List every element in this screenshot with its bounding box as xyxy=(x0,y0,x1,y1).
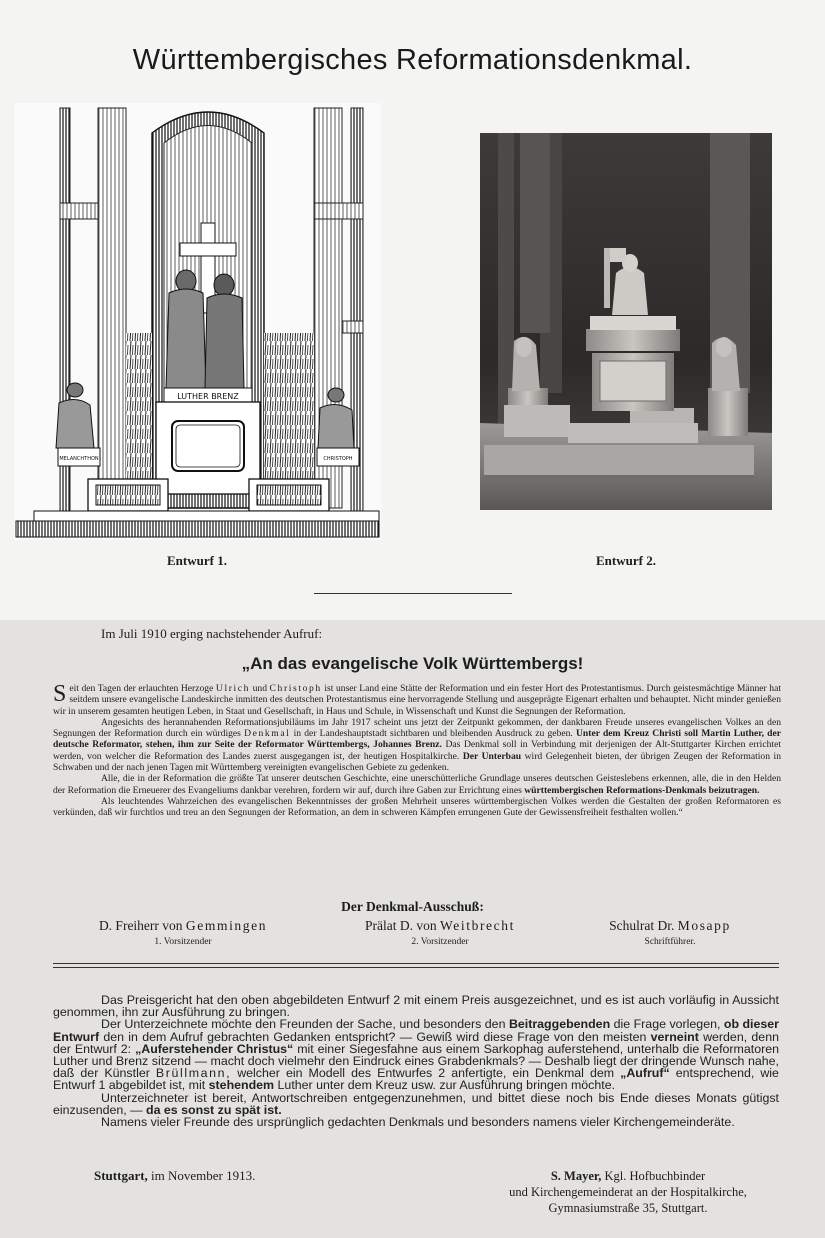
notice-text-segment: welcher ein Modell des Entwurfes 2 anfertigte, ein Denkmal dem xyxy=(237,1066,615,1081)
luther-brenz-label: LUTHER BRENZ xyxy=(177,392,239,401)
notice-text-segment: entsprechend, wie Entwurf 1 abgebildet ist, mit xyxy=(53,1066,779,1093)
sender-block xyxy=(478,1168,778,1216)
sender-line-3: Gymnasiumstraße 35, Stuttgart. xyxy=(548,1201,708,1215)
signatory-surname: Gemmingen xyxy=(185,918,268,933)
signatory-surname: Weitbrecht xyxy=(440,918,515,933)
signatory-role: Schriftführer. xyxy=(644,937,696,947)
notice-text-segment: den in dem Aufruf gebrachten Gedanken entspricht? — Gewiß wird diese Frage von den meisten xyxy=(103,1029,647,1044)
design-2-photograph xyxy=(480,133,772,510)
appeal-bold-segment: württembergischen Reformations-Denkmals beizutragen. xyxy=(524,784,760,796)
notice-text-segment: die Frage vorlegen, xyxy=(613,1017,721,1032)
appeal-paragraph-2 xyxy=(53,717,781,773)
appeal-text-segment: eit den Tagen der erlauchten Herzoge xyxy=(69,683,214,694)
appeal-text-segment: Das Denkmal soll in Verbindung mit derjenigen der Alt-Stuttgarter Kirchen errichtet werden, von welcher die Reformation des Landes zuerst ausgegangen ist, der heutigen Hospitalkirche. xyxy=(53,739,781,762)
name-christoph: Christoph xyxy=(269,683,322,694)
notice-bold-segment: verneint xyxy=(650,1029,699,1044)
notice-paragraph-1: Das Preisgericht hat den oben abgebildeten Entwurf 2 mit einem Preis ausgezeichnet, und es ist auch vorläufig in Aussicht genommen, ihn zur Ausführung zu bringen. xyxy=(53,993,779,1020)
notice-paragraph-2 xyxy=(53,1018,779,1091)
notice-bold-segment: ob dieser Entwurf xyxy=(53,1017,779,1044)
melanchthon-label: MELANCHTHON xyxy=(59,456,99,462)
notice-bold-segment: Beitraggebenden xyxy=(508,1017,611,1032)
notice-bold-segment: „Auferstehender Christus“ xyxy=(135,1041,294,1056)
notice-text-segment: Unterzeichneter ist bereit, Antwortschreiben entgegenzunehmen, und bittet diese noch bis Ende dieses Monats gütigst einzusenden, — xyxy=(53,1090,779,1117)
signatory-surname: Mosapp xyxy=(677,918,731,933)
divider-short xyxy=(314,593,512,594)
notice-text-segment: mit einer Siegesfahne aus einem Sarkophag auferstehend, unterhalb die Reformatoren Luther und Brenz sitzend — macht doch vielmehr den Eindruck eines Grabdenkmals? — Deshalb liegt der dringende Wunsch nahe, daß der Künstler xyxy=(53,1041,779,1081)
signatory-name xyxy=(338,918,542,934)
appeal-bold-segment: Unter dem Kreuz Christi soll Martin Luther, der deutsche Reformator, stehen, ihm zur Seite der Reformator Württembergs, Johannes Brenz. xyxy=(53,728,782,751)
figure-2-caption: Entwurf 2. xyxy=(596,553,656,568)
sender-title: Kgl. Hofbuchbinder xyxy=(604,1169,706,1183)
name-ulrich: Ulrich xyxy=(215,683,251,694)
signatory-name-part: Schulrat Dr. xyxy=(609,918,675,933)
notice-bold-segment: stehendem xyxy=(208,1078,275,1093)
sender-name: S. Mayer, xyxy=(550,1169,602,1183)
appeal-text-segment: ist unser Land eine Stätte der Reformation und ein fester Hort des Protestantismus. Durch geistesmächtige Männer hat seitdem unsere evangelische Landeskirche inmitten des deutschen Protestantismus eine hervorragende Stellung und ausgeprägte Eigenart erhalten und behauptet. Nicht minder genießen wir in unserem gesamten heutigen Leben, in Staat und Gesellschaft, in Haus und Schule, in Wissenschaft und Kunst die Segnungen der Reformation. xyxy=(53,683,782,717)
appeal-text-segment: und xyxy=(252,683,267,694)
place-name: Stuttgart, xyxy=(94,1168,148,1183)
page-title: Württembergisches Reformationsdenkmal. xyxy=(132,44,693,76)
committee-title: Der Denkmal-Ausschuß: xyxy=(341,899,484,914)
figure-1-caption: Entwurf 1. xyxy=(167,553,227,568)
notice-paragraph-4: Namens vieler Freunde des ursprünglich gedachten Denkmals und besonders namens vieler Kirchengemeinderäte. xyxy=(101,1115,735,1130)
sender-line-2: und Kirchengemeinderat an der Hospitalkirche, xyxy=(509,1185,747,1199)
signature-mosapp xyxy=(582,918,758,947)
signatory-role: 2. Vorsitzender xyxy=(411,937,469,947)
notice-bold-segment: „Aufruf“ xyxy=(620,1066,670,1081)
appeal-text-segment: in der Landeshauptstadt sichtbaren und bleibenden Ausdruck zu geben. xyxy=(293,728,573,740)
appeal-paragraph-3 xyxy=(53,773,781,796)
appeal-heading: „An das evangelische Volk Württembergs! xyxy=(241,654,584,673)
notice-paragraph-3 xyxy=(53,1092,779,1116)
signature-gemmingen xyxy=(72,918,294,947)
artist-name: Brüllmann, xyxy=(155,1066,232,1081)
appeal-paragraph-4: Als leuchtendes Wahrzeichen des evangelischen Bekenntnisses der großen Mehrheit unseres württembergischen Volkes werden die Gestalten der großen Reformatoren es verkünden, daß wir furchtlos und treu an den Segnungen der Reformation, an dem in schweren Kämpfen errungenen Gute der Gewissensfreiheit festhalten wollen.“ xyxy=(53,795,781,819)
signature-weitbrecht xyxy=(338,918,542,947)
appeal-paragraph-1 xyxy=(53,683,781,717)
signatory-name xyxy=(582,918,758,934)
signatory-name xyxy=(72,918,294,934)
word-denkmal: Denkmal xyxy=(244,728,291,740)
sender-line-1 xyxy=(478,1168,778,1184)
notice-text-segment: Luther unter dem Kreuz usw. zur Ausführung bringen möchte. xyxy=(277,1078,616,1093)
appeal-text xyxy=(53,683,781,819)
signatory-name-part: Prälat D. von xyxy=(365,918,437,933)
appeal-bold-segment: Der Unterbau xyxy=(462,750,522,762)
christoph-label: CHRISTOPH xyxy=(323,456,353,462)
signatory-name-part: D. Freiherr von xyxy=(98,918,183,933)
divider-double-top xyxy=(53,963,779,964)
divider-double-bottom xyxy=(53,967,779,968)
signatory-role: 1. Vorsitzender xyxy=(154,937,212,947)
drop-cap: S xyxy=(53,681,67,707)
notice-text-segment: werden, denn der Entwurf 2: xyxy=(53,1029,779,1056)
notice-text-segment: Der Unterzeichnete möchte den Freunden der Sache, und besonders den xyxy=(101,1017,506,1032)
date-text: im November 1913. xyxy=(151,1168,256,1183)
appeal-text-segment: Angesichts des herannahenden Reformationsjubiläums im Jahr 1917 scheint uns jetzt der Zeitpunkt gekommen, der dankbaren Freude unseres evangelischen Volkes an den Segnungen der Reformation durch ein würdiges xyxy=(53,716,781,740)
appeal-text-segment: Alle, die in der Reformation die größte Tat unserer deutschen Geschichte, eine unerschütterliche Grundlage unseres deutschen Geisteslebens erkennen, alle, die in den Helden der Reformation die Erneuerer des Evangeliums dankbar verehren, fordern wir auf, durch ihre Gaben zur Errichtung eines xyxy=(53,773,781,796)
intro-line: Im Juli 1910 erging nachstehender Aufruf: xyxy=(101,626,323,641)
notice-bold-segment: da es sonst zu spät ist. xyxy=(146,1102,282,1117)
notice-text xyxy=(53,994,779,1128)
design-1-drawing xyxy=(14,103,381,540)
place-date xyxy=(94,1168,255,1184)
appeal-text-segment: wird Gelegenheit bieten, der übrigen Zeugen der Reformation in Schwaben und der nach jenen Tagen mit Württemberg vereinigten evangelischen Gebiete zu gedenken. xyxy=(53,750,781,774)
